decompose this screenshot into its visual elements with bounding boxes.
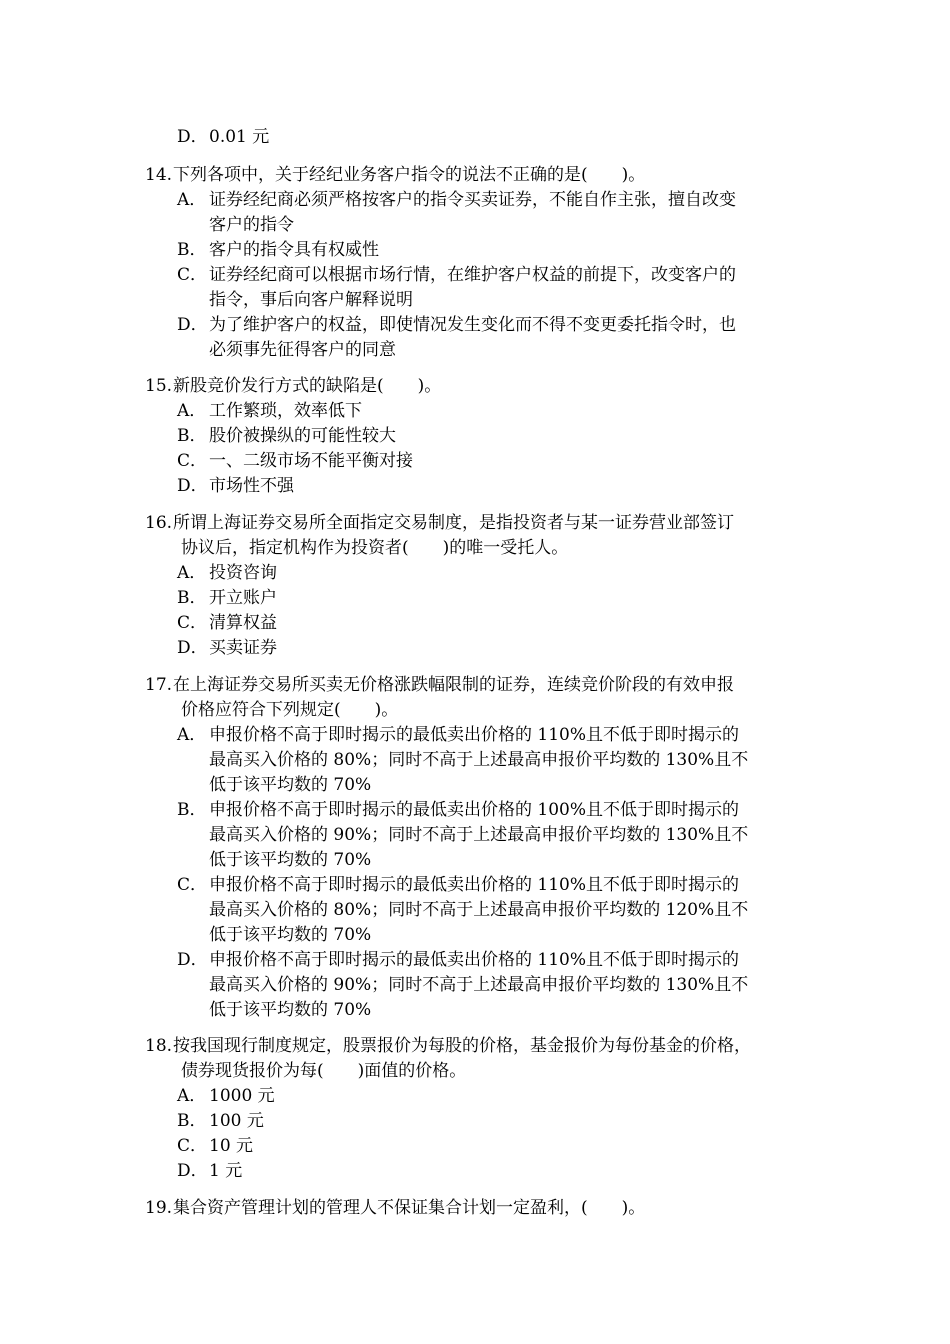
question-19 [145, 1196, 815, 1221]
option-c [145, 1134, 815, 1159]
option-letter: D． [177, 950, 208, 970]
option-letter: B． [177, 426, 207, 446]
question-16 [145, 511, 815, 661]
option-letter: A． [177, 190, 207, 210]
option-text: 1 元 [209, 1161, 243, 1181]
option-letter: C． [177, 265, 208, 285]
question-number: 17. [145, 675, 173, 695]
option-text: 10 元 [209, 1136, 254, 1156]
option-text: 买卖证券 [209, 638, 277, 658]
option-letter: C． [177, 451, 208, 471]
question-number: 16. [145, 513, 173, 533]
option-c [145, 611, 815, 636]
option-text-continued: 低于该平均数的 70% [209, 1000, 372, 1020]
stem-line: 按我国现行制度规定，股票报价为每股的价格，基金报价为每份基金的价格， [173, 1036, 751, 1056]
option-text: 申报价格不高于即时揭示的最低卖出价格的 110%且不低于即时揭示的 [209, 950, 740, 970]
option-text-continued: 低于该平均数的 70% [209, 775, 372, 795]
option-text: 开立账户 [209, 588, 277, 608]
option-text-continued: 低于该平均数的 70% [209, 925, 372, 945]
question-13-tail [145, 125, 815, 150]
option-text: 股价被操纵的可能性较大 [209, 426, 396, 446]
question-stem [145, 374, 815, 399]
option-d [145, 474, 815, 499]
option-b [145, 238, 815, 263]
option-text-continued: 客户的指令 [209, 215, 294, 235]
option-a [145, 1084, 815, 1109]
option-text-continued: 低于该平均数的 70% [209, 850, 372, 870]
option-c [145, 873, 815, 948]
question-number: 18. [145, 1036, 173, 1056]
option-b [145, 1109, 815, 1134]
option-letter: C． [177, 875, 208, 895]
option-b [145, 586, 815, 611]
question-17 [145, 673, 815, 1023]
stem-line-continued: 价格应符合下列规定( )。 [181, 700, 399, 720]
question-stem [145, 673, 815, 723]
option-letter: D． [177, 638, 208, 658]
question-stem [145, 511, 815, 561]
option-letter: B． [177, 1111, 207, 1131]
option-text: 申报价格不高于即时揭示的最低卖出价格的 110%且不低于即时揭示的 [209, 725, 740, 745]
option-text: 申报价格不高于即时揭示的最低卖出价格的 110%且不低于即时揭示的 [209, 875, 740, 895]
question-number: 19. [145, 1198, 173, 1218]
option-letter: A． [177, 563, 207, 583]
option-text: 市场性不强 [209, 476, 294, 496]
option-b [145, 424, 815, 449]
question-number: 14. [145, 165, 173, 185]
stem-line: 所谓上海证券交易所全面指定交易制度，是指投资者与某一证券营业部签订 [173, 513, 734, 533]
option-text: 申报价格不高于即时揭示的最低卖出价格的 100%且不低于即时揭示的 [209, 800, 740, 820]
question-18 [145, 1034, 815, 1184]
option-text-continued: 最高买入价格的 90%；同时不高于上述最高申报价平均数的 130%且不 [209, 825, 749, 845]
option-d [145, 636, 815, 661]
option-letter: A． [177, 401, 207, 421]
option-letter: B． [177, 588, 207, 608]
option-c [145, 263, 815, 313]
question-15 [145, 374, 815, 499]
option-letter: A． [177, 1086, 207, 1106]
option-text-continued: 指令，事后向客户解释说明 [209, 290, 413, 310]
question-stem [145, 1196, 815, 1221]
option-text-continued: 最高买入价格的 80%；同时不高于上述最高申报价平均数的 130%且不 [209, 750, 749, 770]
option-text: 0.01 元 [209, 127, 270, 147]
option-text: 证券经纪商可以根据市场行情，在维护客户权益的前提下，改变客户的 [209, 265, 736, 285]
option-text: 100 元 [209, 1111, 264, 1131]
option-letter: D． [177, 1161, 208, 1181]
question-14 [145, 163, 815, 363]
option-text: 工作繁琐，效率低下 [209, 401, 362, 421]
option-text-continued: 最高买入价格的 80%；同时不高于上述最高申报价平均数的 120%且不 [209, 900, 749, 920]
stem-line-continued: 债券现货报价为每( )面值的价格。 [181, 1061, 467, 1081]
question-stem [145, 163, 815, 188]
option-b [145, 798, 815, 873]
stem-line-continued: 协议后，指定机构作为投资者( )的唯一受托人。 [181, 538, 569, 558]
option-text: 客户的指令具有权威性 [209, 240, 379, 260]
stem-line: 新股竞价发行方式的缺陷是( )。 [173, 376, 442, 396]
option-text-continued: 必须事先征得客户的同意 [209, 340, 396, 360]
option-d [145, 125, 815, 150]
stem-line: 下列各项中，关于经纪业务客户指令的说法不正确的是( )。 [173, 165, 646, 185]
option-d [145, 1159, 815, 1184]
option-c [145, 449, 815, 474]
option-a [145, 399, 815, 424]
option-text-continued: 最高买入价格的 90%；同时不高于上述最高申报价平均数的 130%且不 [209, 975, 749, 995]
option-text: 清算权益 [209, 613, 277, 633]
option-a [145, 561, 815, 586]
option-letter: C． [177, 1136, 208, 1156]
option-text: 投资咨询 [209, 563, 277, 583]
option-a [145, 188, 815, 238]
option-text: 1000 元 [209, 1086, 275, 1106]
option-letter: C． [177, 613, 208, 633]
option-d [145, 948, 815, 1023]
option-a [145, 723, 815, 798]
option-letter: B． [177, 800, 207, 820]
option-text: 证券经纪商必须严格按客户的指令买卖证券，不能自作主张，擅自改变 [209, 190, 736, 210]
question-number: 15. [145, 376, 173, 396]
question-stem [145, 1034, 815, 1084]
option-letter: D． [177, 476, 208, 496]
option-letter: B． [177, 240, 207, 260]
option-letter: D． [177, 315, 208, 335]
stem-line: 集合资产管理计划的管理人不保证集合计划一定盈利，( )。 [173, 1198, 646, 1218]
option-text: 一、二级市场不能平衡对接 [209, 451, 413, 471]
option-text: 为了维护客户的权益，即使情况发生变化而不得不变更委托指令时，也 [209, 315, 736, 335]
option-letter: A． [177, 725, 207, 745]
stem-line: 在上海证券交易所买卖无价格涨跌幅限制的证券，连续竞价阶段的有效申报 [173, 675, 734, 695]
option-d [145, 313, 815, 363]
option-letter: D． [177, 127, 208, 147]
